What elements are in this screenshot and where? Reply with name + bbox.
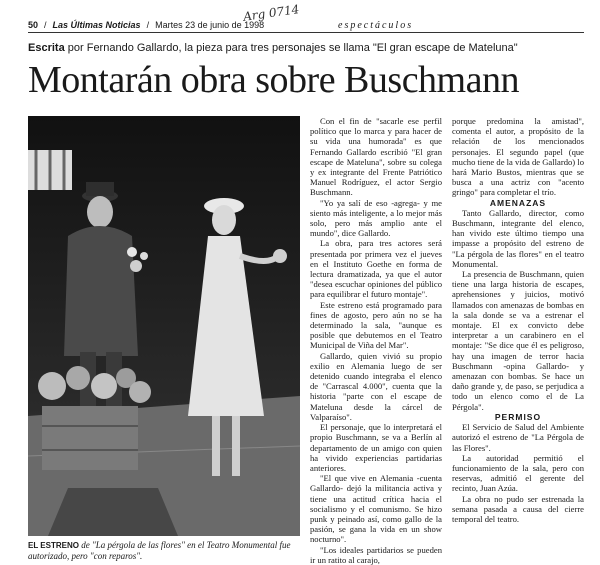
paragraph: Gallardo, quien vivió su propio exilio en Alemania luego de ser detenido cuando integraba el elenco de "Carrascal 4.000", cuenta que la historia "parte con el escape de Mateluna desde la cárcel de Valparaíso".: [310, 350, 442, 422]
paragraph: "El que vive en Alemania -cuenta Gallardo- dejó la militancia activa y tiene una actitud crítica hacia el socialismo y el comunismo. Se hizo punk y peinado así, como gallo de la pasión, se gana la vida en un show nocturno".: [310, 473, 442, 545]
stage-photo-illustration: [28, 116, 300, 536]
issue-date: Martes 23 de junio de 1998: [155, 20, 265, 30]
paragraph: Tanto Gallardo, director, como Buschmann, integrante del elenco, han vivido este último tiempo una impasse a propósito del estreno de "La pérgola de las flores" en el teatro Monumental.: [452, 207, 584, 269]
article-headline: Montarán obra sobre Buschmann: [28, 59, 519, 101]
article-column-1: [310, 116, 442, 565]
kicker-text: por Fernando Gallardo, la pieza para tres personajes se llama "El gran escape de Mateluna": [67, 42, 518, 54]
paragraph: "Los ideales partidarios se pueden ir un ratito al carajo,: [310, 544, 442, 565]
paragraph: Este estreno está programado para fines de agosto, pero aún no se ha determinado la sala, "aunque es posible que debutemos en el Teatro Municipal de Viña del Mar".: [310, 299, 442, 351]
article-column-2: [452, 116, 584, 524]
photo-caption: [28, 540, 300, 562]
paragraph: "Yo ya salí de eso -agrega- y me siento más inteligente, a lo mejor más solo, pero más amplio ante el mundo", dice Gallardo.: [310, 197, 442, 239]
subhead-amenazas: AMENAZAS: [489, 197, 547, 208]
paragraph: La obra, para tres actores será presentada por primera vez el jueves en el Instituto Goethe en forma de lectura dramatizada, ya que el autor "desea escuchar opiniones del público para equilibrar el futuro montaje".: [310, 238, 442, 300]
paragraph: La presencia de Buschmann, quien tiene una larga historia de escapes, aprehensiones y juicios, motivó llamados con amenazas de bombas en la sala donde se va a estrenar el montaje. El ex convicto debe interpretar a un carabinero en el montaje: "Se dice que él es peligroso, hay una imagen de terror hacia Buschmann -opina Gallardo- y amenazan con bombas. Se hace un daño grande y, de paso, se perjudica a todo un elenco como el de La Pérgola".: [452, 269, 584, 412]
section-name: espectáculos: [338, 19, 414, 31]
paragraph: La autoridad permitió el funcionamiento de la sala, pero con reservas, admitió el gerente del recinto, Juan Azúa.: [452, 452, 584, 494]
page-header-bar: 50 / Las Últimas Noticias / Martes 23 de junio de 1998 espectáculos: [28, 18, 584, 33]
paragraph: Con el fin de "sacarle ese perfil político que lo marca y para hacer de su vida una humorada" es que Fernando Gallardo escribió "El gran escape de Mateluna", sobre su colega y ex integrante del Frente Patriótico Manuel Rodríguez, el actor Sergio Buschmann.: [310, 116, 442, 198]
paragraph: La obra no pudo ser estrenada la semana pasada a causa del cierre temporal del teatro.: [452, 493, 584, 524]
paragraph: El Servicio de Salud del Ambiente autorizó el estreno de "La Pérgola de las Flores".: [452, 422, 584, 453]
publication-name: Las Últimas Noticias: [52, 20, 141, 30]
caption-lead: EL ESTRENO: [28, 541, 79, 550]
kicker-lead: Escrita: [28, 42, 65, 54]
article-kicker: [28, 42, 584, 54]
newspaper-clipping: [28, 2, 584, 565]
article-photo: [28, 116, 300, 536]
subhead-permiso: PERMISO: [494, 411, 542, 422]
paragraph: El personaje, que lo interpretará el propio Buschmann, se va a Berlín al departamento de un amigo con quien ha vivido experiencias partidarias anteriores.: [310, 422, 442, 473]
caption-text: de "La pérgola de las flores" en el Teatro Monumental fue autorizado, pero "con reparos".: [28, 540, 291, 561]
handwritten-note: Arg 0714: [242, 2, 301, 24]
paragraph: porque predomina la amistad", comenta el autor, a propósito de la relación de los mencionados personajes. El segundo papel (que mucho tiene de la vida de Gallardo) lo hará Mario Bustos, mientras que se busca a una actriz con "acento gringo" para completar el trío.: [452, 116, 584, 198]
page-number: 50: [28, 20, 39, 30]
